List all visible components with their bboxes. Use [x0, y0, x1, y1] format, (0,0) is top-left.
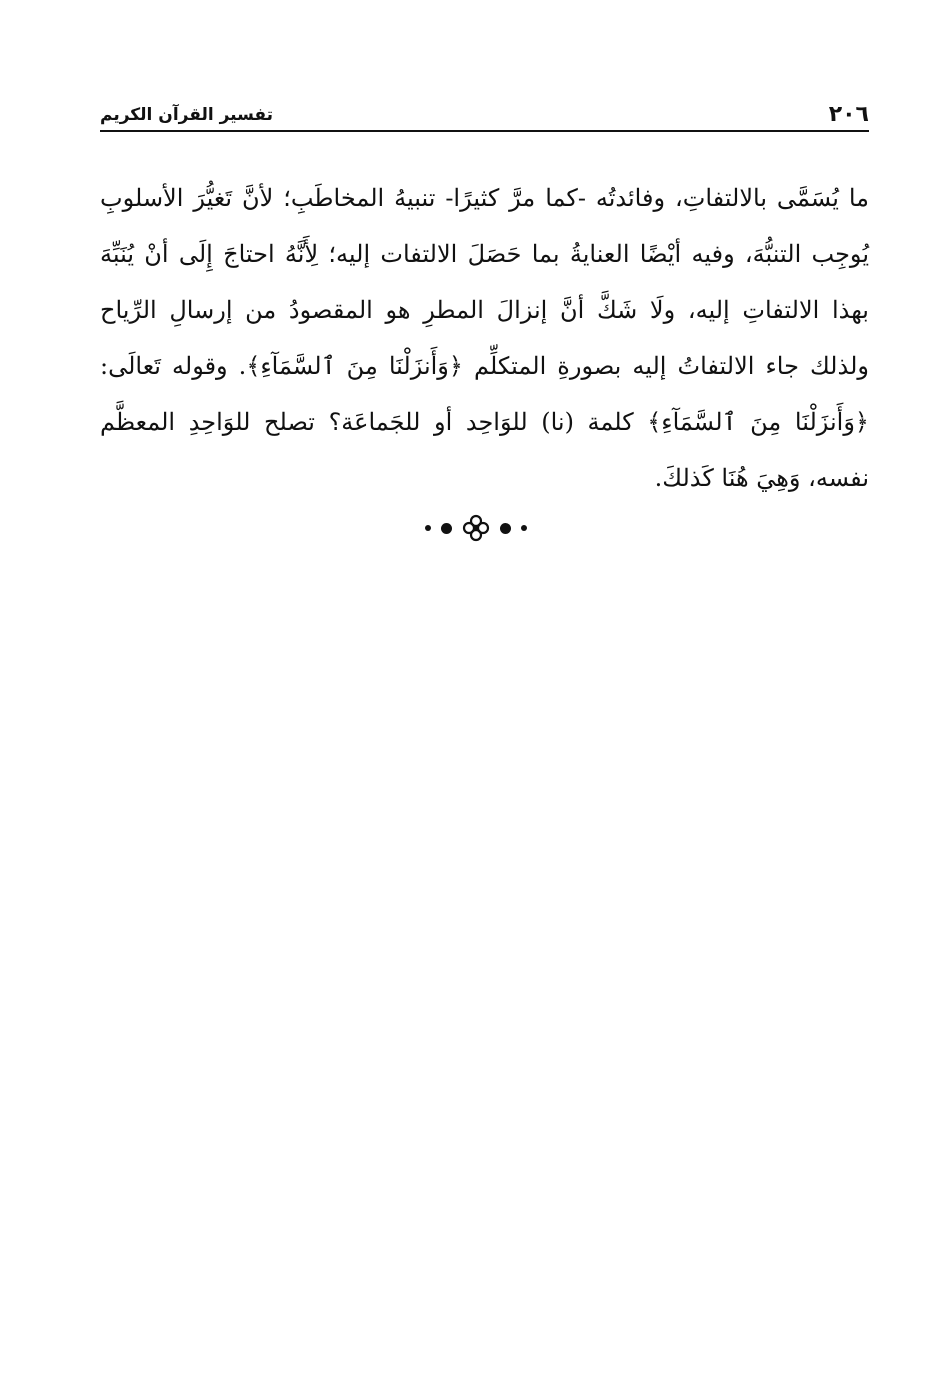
- floral-knot-ornament-icon: [462, 514, 490, 542]
- book-title: تفسير القرآن الكريم: [100, 105, 274, 125]
- running-header: [100, 92, 869, 130]
- body-text: [100, 170, 869, 506]
- body-paragraph: ما يُسَمَّى بالالتفاتِ، وفائدتُه -كما مرَّ كثيرًا- تنبيهُ المخاطَبِ؛ لأنَّ تَغيُّرَ الأسلوبِ يُوجِب التنبُّهَ، وفيه أيْضًا العنايةُ بما حَصَلَ الالتفات إليه؛ لِأَنَّهُ احتاجَ إِلَى أنْ يُنَبِّهَ بهذا الالتفاتِ إليه، ولَا شَكَّ أنَّ إنزالَ المطرِ هو المقصودُ من إرسالِ الرِّياح ولذلك جاء الالتفاتُ إليه بصورةِ المتكلِّم ﴿وَأَنزَلْنَا مِنَ ٱلسَّمَآءِ﴾. وقوله تَعالَى: ﴿وَأَنزَلْنَا مِنَ ٱلسَّمَآءِ﴾ كلمة (نا) للوَاحِد أو للجَماعَة؟ تصلح للوَاحِدِ المعظَّم نفسه، وَهِيَ هُنَا كَذلكَ.: [100, 184, 869, 492]
- separator-dot: [521, 525, 527, 531]
- section-separator: [0, 508, 951, 548]
- separator-dot: [500, 523, 511, 534]
- header-rule: [100, 130, 869, 132]
- separator-dot: [425, 525, 431, 531]
- separator-dot: [441, 523, 452, 534]
- page-number: ٢٠٦: [828, 102, 869, 127]
